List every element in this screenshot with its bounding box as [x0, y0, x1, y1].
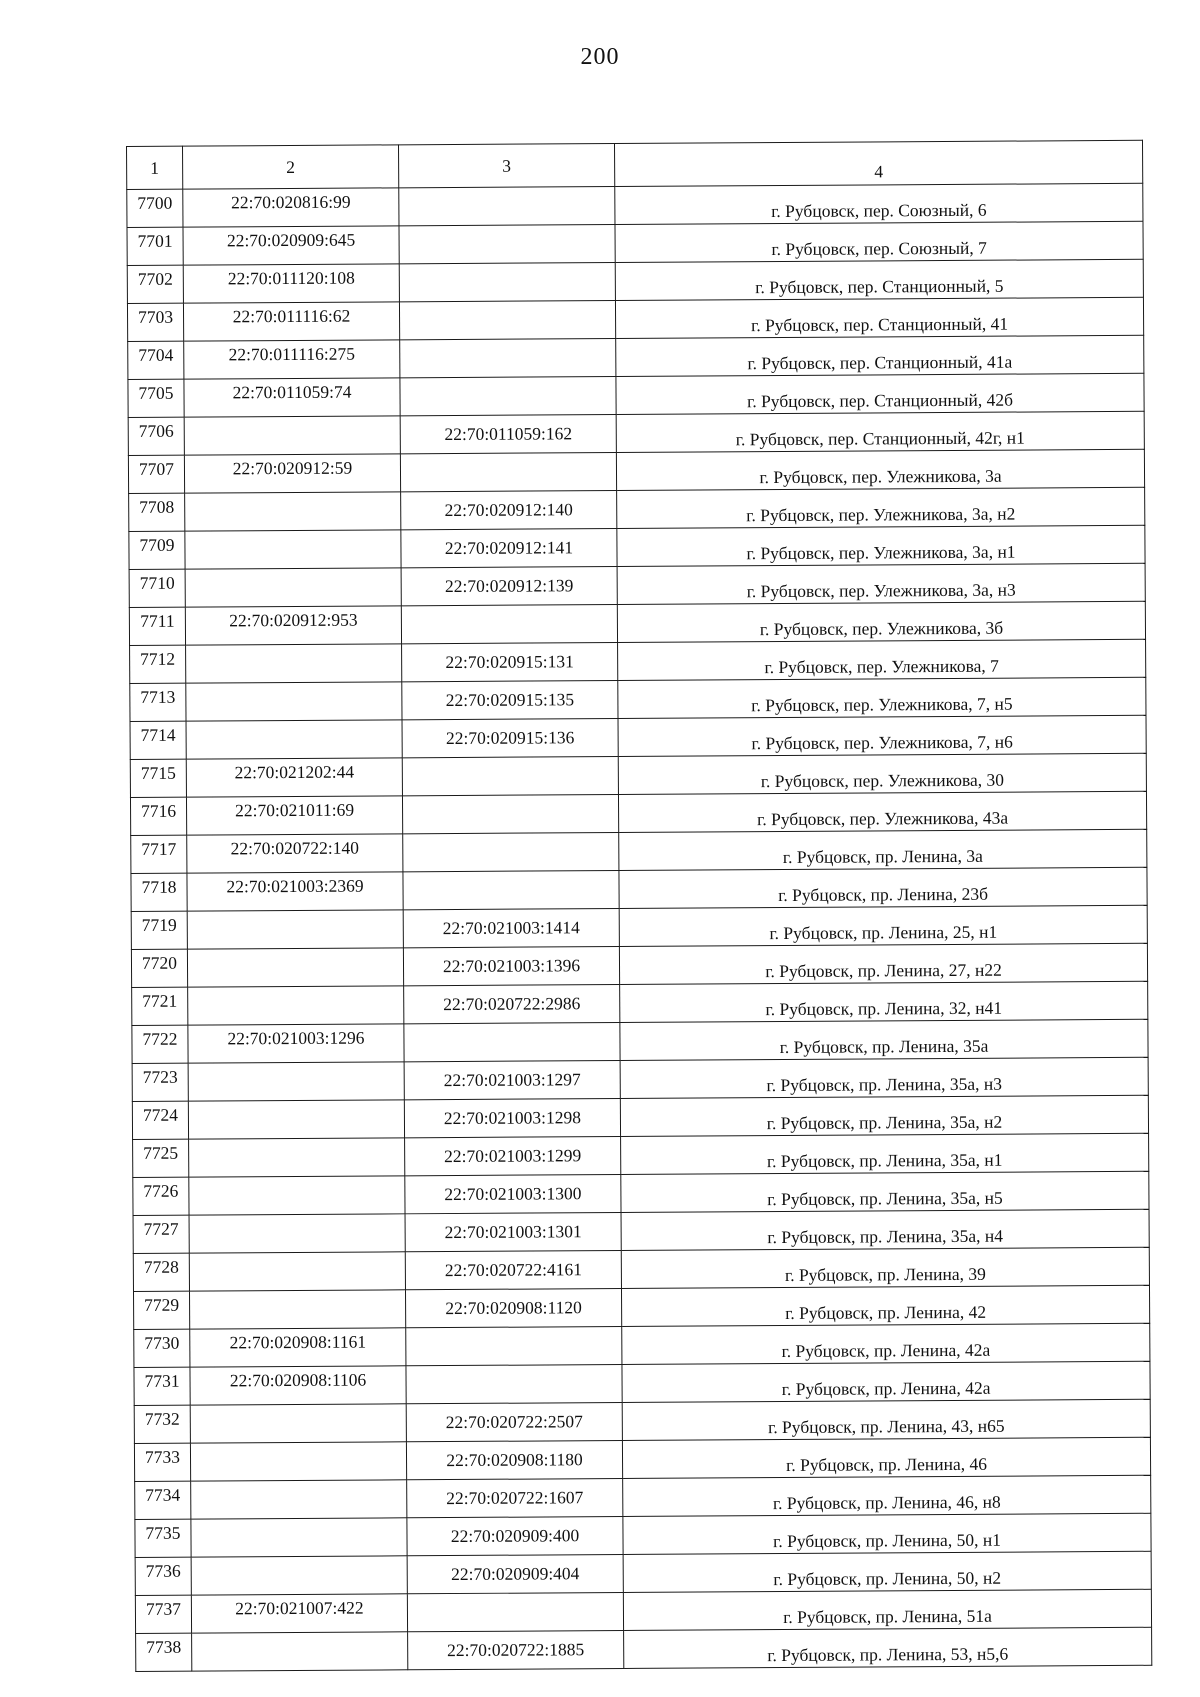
table-row: [134, 1399, 1150, 1443]
cadastral-number-col-2: [191, 1556, 407, 1595]
cadastral-number-col-2: 22:70:020722:140: [187, 834, 403, 873]
cadastral-number-col-3: [400, 453, 616, 492]
address: г. Рубцовск, пер. Улежникова, 7, н5: [618, 677, 1146, 718]
row-number: 7715: [130, 759, 186, 797]
row-number: 7734: [135, 1481, 191, 1519]
address: г. Рубцовск, пр. Ленина, 46: [622, 1437, 1150, 1478]
table-row: [127, 297, 1143, 341]
address: г. Рубцовск, пр. Ленина, 25, н1: [619, 905, 1147, 946]
address: г. Рубцовск, пер. Улежникова, 3а, н1: [617, 525, 1145, 566]
row-number: 7702: [127, 265, 183, 303]
address: г. Рубцовск, пр. Ленина, 27, н22: [619, 943, 1147, 984]
row-number: 7701: [127, 227, 183, 265]
row-number: 7717: [131, 835, 187, 873]
address: г. Рубцовск, пр. Ленина, 35а, н3: [620, 1057, 1148, 1098]
table-row: [131, 829, 1147, 873]
row-number: 7714: [130, 721, 186, 759]
cadastral-number-col-3: [399, 301, 615, 340]
row-number: 7728: [133, 1253, 189, 1291]
table-row: [134, 1437, 1150, 1481]
row-number: 7733: [134, 1443, 190, 1481]
table-row: [133, 1247, 1149, 1291]
address: г. Рубцовск, пр. Ленина, 35а: [620, 1019, 1148, 1060]
cadastral-number-col-3: 22:70:020722:1885: [408, 1630, 624, 1669]
cadastral-number-col-2: [192, 1632, 408, 1671]
page-number: 200: [580, 44, 620, 70]
table-row: [129, 525, 1145, 569]
table-row: [135, 1551, 1151, 1595]
cadastral-number-col-3: 22:70:020909:404: [407, 1554, 623, 1593]
address: г. Рубцовск, пер. Станционный, 41: [615, 297, 1143, 338]
address: г. Рубцовск, пр. Ленина, 35а, н2: [620, 1095, 1148, 1136]
cadastral-number-col-2: 22:70:021007:422: [191, 1594, 407, 1633]
cadastral-number-col-2: 22:70:011116:275: [184, 340, 400, 379]
table-row: [127, 259, 1143, 303]
row-number: 7710: [129, 569, 185, 607]
cadastral-number-col-3: 22:70:020722:4161: [405, 1250, 621, 1289]
table-row: [134, 1323, 1150, 1367]
cadastral-number-col-2: 22:70:020909:645: [183, 226, 399, 265]
cadastral-number-col-2: 22:70:011116:62: [183, 302, 399, 341]
row-number: 7713: [130, 683, 186, 721]
cadastral-number-col-2: 22:70:020908:1161: [190, 1328, 406, 1367]
table-row: [135, 1475, 1151, 1519]
cadastral-number-col-2: [189, 1252, 405, 1291]
cadastral-number-col-3: [402, 795, 618, 834]
cadastral-number-col-3: [404, 1022, 620, 1061]
table-row: [135, 1513, 1151, 1557]
cadastral-number-col-3: [400, 377, 616, 416]
table-row: [131, 943, 1147, 987]
cadastral-number-col-3: 22:70:020722:2986: [404, 985, 620, 1024]
cadastral-number-col-3: [403, 833, 619, 872]
address: г. Рубцовск, пр. Ленина, 23б: [619, 867, 1147, 908]
table-row: [128, 449, 1144, 493]
table-row: [128, 373, 1144, 417]
address: г. Рубцовск, пр. Ленина, 50, н2: [623, 1551, 1151, 1592]
table-row: [132, 1019, 1148, 1063]
cadastral-number-col-3: [406, 1326, 622, 1365]
address: г. Рубцовск, пер. Улежникова, 7, н6: [618, 715, 1146, 756]
cadastral-number-col-3: [400, 339, 616, 378]
cadastral-number-col-2: 22:70:020912:953: [185, 606, 401, 645]
cadastral-number-col-2: 22:70:020816:99: [183, 188, 399, 227]
address: г. Рубцовск, пр. Ленина, 51а: [623, 1589, 1151, 1630]
table-row: [135, 1589, 1151, 1633]
address: г. Рубцовск, пр. Ленина, 35а, н1: [621, 1133, 1149, 1174]
row-number: 7721: [132, 987, 188, 1025]
address: г. Рубцовск, пер. Улежникова, 43а: [618, 791, 1146, 832]
row-number: 7720: [131, 949, 187, 987]
table-row: [132, 1057, 1148, 1101]
cadastral-number-col-2: 22:70:021003:1296: [188, 1024, 404, 1063]
row-number: 7729: [133, 1291, 189, 1329]
row-number: 7722: [132, 1025, 188, 1063]
cadastral-number-col-2: [188, 1062, 404, 1101]
table-row: [130, 715, 1146, 759]
cadastral-number-col-3: [403, 871, 619, 910]
row-number: 7703: [127, 303, 183, 341]
row-number: 7719: [131, 911, 187, 949]
table-row: [127, 183, 1143, 227]
cadastral-number-col-2: [185, 568, 401, 607]
address: г. Рубцовск, пер. Станционный, 41а: [616, 335, 1144, 376]
cadastral-number-col-3: [401, 605, 617, 644]
address: г. Рубцовск, пр. Ленина, 35а, н4: [621, 1209, 1149, 1250]
row-number: 7712: [130, 645, 186, 683]
table-header: [127, 140, 1143, 189]
cadastral-number-col-2: [185, 530, 401, 569]
address: г. Рубцовск, пр. Ленина, 46, н8: [623, 1475, 1151, 1516]
row-number: 7730: [134, 1329, 190, 1367]
row-number: 7718: [131, 873, 187, 911]
cadastral-number-col-3: 22:70:020912:141: [401, 529, 617, 568]
table-row: [128, 411, 1144, 455]
table-row: [130, 677, 1146, 721]
address: г. Рубцовск, пр. Ленина, 50, н1: [623, 1513, 1151, 1554]
row-number: 7706: [128, 417, 184, 455]
table-row: [129, 563, 1145, 607]
row-number: 7737: [135, 1595, 191, 1633]
address: г. Рубцовск, пр. Ленина, 42а: [622, 1323, 1150, 1364]
cadastral-number-col-2: [188, 986, 404, 1025]
cadastral-number-col-2: 22:70:021003:2369: [187, 872, 403, 911]
cadastral-number-col-2: 22:70:021011:69: [186, 796, 402, 835]
row-number: 7707: [128, 455, 184, 493]
header-row: [127, 140, 1143, 189]
row-number: 7726: [133, 1177, 189, 1215]
table-row: [133, 1133, 1149, 1177]
table-row: [130, 791, 1146, 835]
table-row: [127, 221, 1143, 265]
cadastral-number-col-3: 22:70:020915:136: [402, 719, 618, 758]
cadastral-number-col-3: 22:70:020722:1607: [407, 1478, 623, 1517]
header-col-2: 2: [183, 145, 399, 189]
cadastral-number-col-3: 22:70:021003:1298: [404, 1098, 620, 1137]
row-number: 7711: [129, 607, 185, 645]
row-number: 7716: [130, 797, 186, 835]
row-number: 7727: [133, 1215, 189, 1253]
row-number: 7735: [135, 1519, 191, 1557]
row-number: 7704: [128, 341, 184, 379]
cadastral-number-col-3: [402, 757, 618, 796]
cadastral-number-col-3: 22:70:020912:140: [401, 491, 617, 530]
table-row: [130, 639, 1146, 683]
cadastral-number-col-2: 22:70:011059:74: [184, 378, 400, 417]
address: г. Рубцовск, пр. Ленина, 43, н65: [622, 1399, 1150, 1440]
cadastral-number-col-3: 22:70:020909:400: [407, 1516, 623, 1555]
cadastral-number-col-2: [189, 1138, 405, 1177]
row-number: 7738: [136, 1633, 192, 1671]
cadastral-number-col-2: [186, 644, 402, 683]
address: г. Рубцовск, пер. Улежникова, 3а: [616, 449, 1144, 490]
table-row: [136, 1627, 1152, 1671]
row-number: 7736: [135, 1557, 191, 1595]
cadastral-number-col-3: 22:70:021003:1414: [403, 909, 619, 948]
cadastral-number-col-2: [187, 948, 403, 987]
table-row: [131, 867, 1147, 911]
cadastral-number-col-3: 22:70:021003:1396: [403, 947, 619, 986]
table-row: [129, 487, 1145, 531]
address: г. Рубцовск, пер. Союзный, 7: [615, 221, 1143, 262]
address: г. Рубцовск, пер. Улежникова, 3а, н3: [617, 563, 1145, 604]
cadastral-number-col-2: [191, 1480, 407, 1519]
cadastral-number-col-3: 22:70:021003:1301: [405, 1212, 621, 1251]
table-row: [128, 335, 1144, 379]
table-row: [130, 753, 1146, 797]
cadastral-number-col-2: [189, 1176, 405, 1215]
row-number: 7723: [132, 1063, 188, 1101]
row-number: 7731: [134, 1367, 190, 1405]
cadastral-number-col-3: 22:70:020912:139: [401, 567, 617, 606]
row-number: 7705: [128, 379, 184, 417]
cadastral-number-col-2: 22:70:020908:1106: [190, 1366, 406, 1405]
cadastral-number-col-2: 22:70:021202:44: [186, 758, 402, 797]
cadastral-number-col-3: [406, 1364, 622, 1403]
cadastral-number-col-2: [186, 682, 402, 721]
table-row: [133, 1285, 1149, 1329]
cadastral-number-col-2: [190, 1404, 406, 1443]
cadastral-number-col-3: 22:70:021003:1300: [405, 1174, 621, 1213]
address: г. Рубцовск, пр. Ленина, 53, н5,6: [624, 1627, 1152, 1668]
row-number: 7709: [129, 531, 185, 569]
cadastral-number-col-2: [191, 1518, 407, 1557]
address: г. Рубцовск, пер. Улежникова, 3а, н2: [617, 487, 1145, 528]
cadastral-number-col-2: [187, 910, 403, 949]
cadastral-number-col-3: [407, 1592, 623, 1631]
address: г. Рубцовск, пр. Ленина, 42: [621, 1285, 1149, 1326]
cadastral-number-col-3: 22:70:021003:1297: [404, 1060, 620, 1099]
cadastral-number-col-3: 22:70:020908:1120: [405, 1288, 621, 1327]
cadastral-number-col-2: [189, 1214, 405, 1253]
cadastral-number-col-2: [185, 492, 401, 531]
address: г. Рубцовск, пер. Союзный, 6: [615, 183, 1143, 224]
address: г. Рубцовск, пр. Ленина, 42а: [622, 1361, 1150, 1402]
cadastral-number-col-3: [399, 187, 615, 226]
address: г. Рубцовск, пр. Ленина, 35а, н5: [621, 1171, 1149, 1212]
address: г. Рубцовск, пер. Улежникова, 30: [618, 753, 1146, 794]
row-number: 7700: [127, 189, 183, 227]
row-number: 7732: [134, 1405, 190, 1443]
cadastral-number-col-3: 22:70:020915:131: [402, 643, 618, 682]
register-table: [126, 140, 1152, 1672]
header-col-4: 4: [614, 140, 1142, 186]
address: г. Рубцовск, пер. Улежникова, 7: [618, 639, 1146, 680]
cadastral-number-col-3: [399, 225, 615, 264]
address: г. Рубцовск, пр. Ленина, 32, н41: [620, 981, 1148, 1022]
cadastral-number-col-2: [189, 1290, 405, 1329]
table-row: [134, 1361, 1150, 1405]
address: г. Рубцовск, пер. Улежникова, 3б: [617, 601, 1145, 642]
address: г. Рубцовск, пр. Ленина, 39: [621, 1247, 1149, 1288]
cadastral-number-col-3: 22:70:011059:162: [400, 415, 616, 454]
header-col-3: 3: [398, 144, 614, 188]
row-number: 7724: [132, 1101, 188, 1139]
row-number: 7708: [129, 493, 185, 531]
cadastral-number-col-2: [184, 416, 400, 455]
table-row: [131, 905, 1147, 949]
cadastral-number-col-3: 22:70:020722:2507: [406, 1402, 622, 1441]
address: г. Рубцовск, пер. Станционный, 42г, н1: [616, 411, 1144, 452]
table-row: [132, 1095, 1148, 1139]
address: г. Рубцовск, пер. Станционный, 42б: [616, 373, 1144, 414]
cadastral-number-col-2: 22:70:020912:59: [184, 454, 400, 493]
cadastral-number-col-2: [186, 720, 402, 759]
address: г. Рубцовск, пер. Станционный, 5: [615, 259, 1143, 300]
cadastral-number-col-2: [190, 1442, 406, 1481]
cadastral-number-col-3: 22:70:021003:1299: [405, 1136, 621, 1175]
address: г. Рубцовск, пр. Ленина, 3а: [619, 829, 1147, 870]
row-number: 7725: [133, 1139, 189, 1177]
cadastral-number-col-2: 22:70:011120:108: [183, 264, 399, 303]
table-row: [129, 601, 1145, 645]
cadastral-number-col-3: [399, 263, 615, 302]
cadastral-number-col-2: [188, 1100, 404, 1139]
cadastral-number-col-3: 22:70:020908:1180: [406, 1440, 622, 1479]
table-row: [133, 1209, 1149, 1253]
header-col-1: 1: [127, 146, 183, 189]
table-body: [127, 183, 1152, 1671]
cadastral-number-col-3: 22:70:020915:135: [402, 681, 618, 720]
table-row: [133, 1171, 1149, 1215]
table-row: [132, 981, 1148, 1025]
